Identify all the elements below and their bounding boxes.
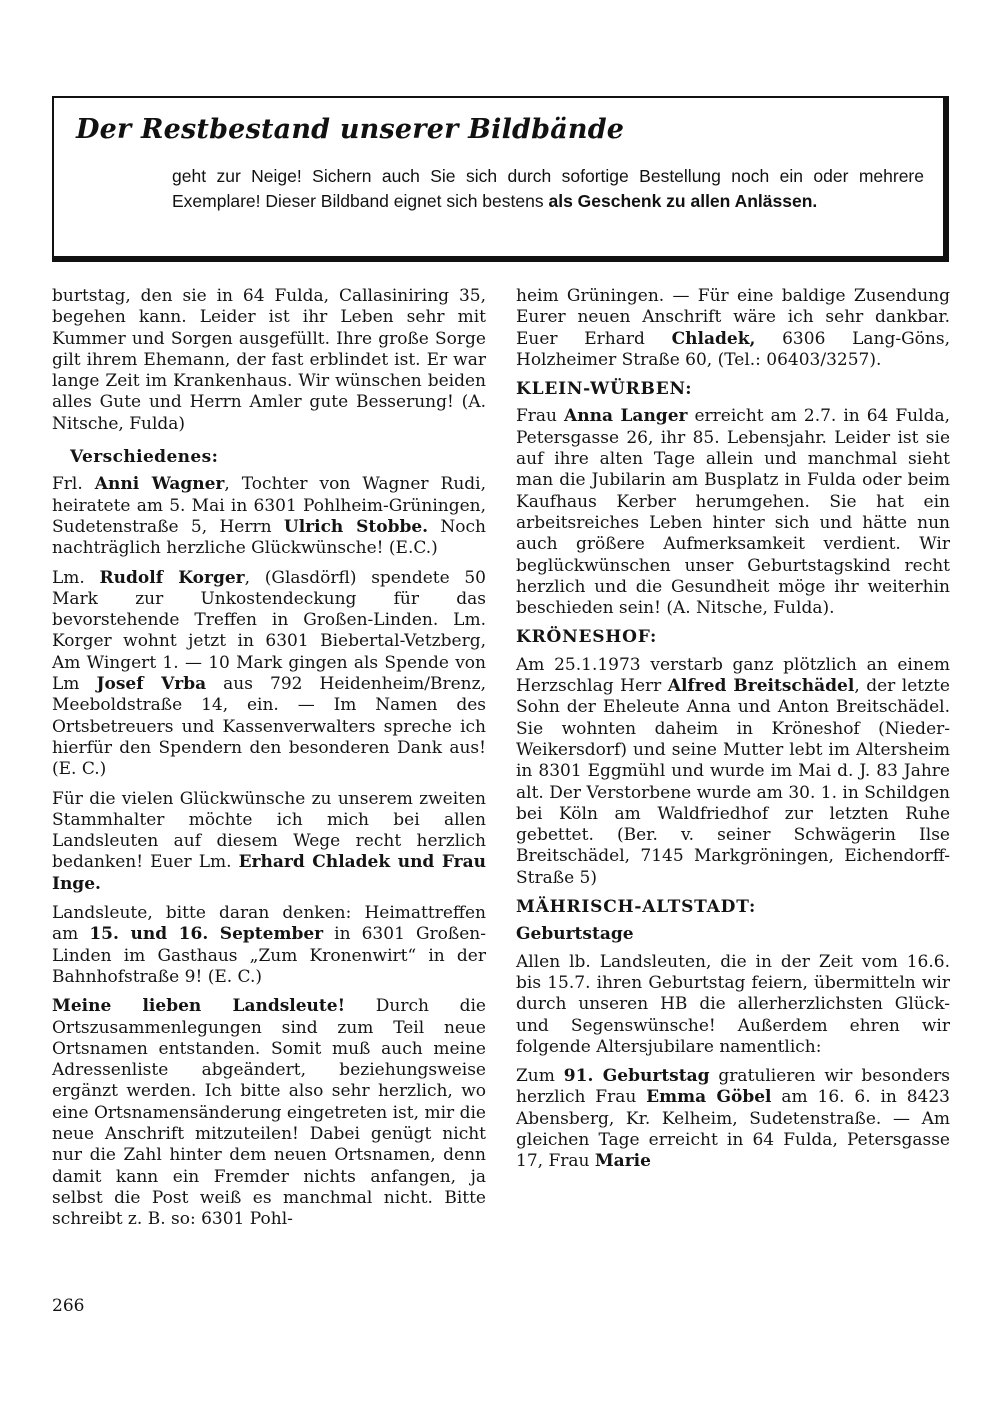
page-number: 266 (52, 1296, 85, 1316)
paragraph: heim Grüningen. — Für eine baldige Zusendung Eurer neuen Anschrift wäre ich sehr dankbar. Euer Erhard Chladek, 6306 Lang-Göns, Holzheimer Straße 60, (Tel.: 06403/3257). (516, 286, 950, 370)
paragraph: Frl. Anni Wagner, Tochter von Wagner Rudi, heiratete am 5. Mai in 6301 Pohlheim-Grüningen, Sudetenstraße 5, Herrn Ulrich Stobbe. Noch nachträglich herzliche Glückwünsche! (E.C.) (52, 474, 487, 559)
paragraph: Zum 91. Geburtstag gratulieren wir besonders herzlich Frau Emma Göbel am 16. 6. in 8423 Abensberg, Kr. Kelheim, Sudetenstraße. — Am gleichen Tage erreicht in 64 Fulda, Petersgasse 17, Frau Marie (516, 1066, 950, 1172)
notice-body-bold: als Geschenk zu allen Anlässen. (548, 191, 818, 211)
subheading-geburtstage: Geburtstage (516, 924, 634, 945)
paragraph: Allen lb. Landsleuten, die in der Zeit vom 16.6. bis 15.7. ihren Geburtstag feiern, übermitteln wir durch unseren HB die allerherzlichsten Glück- und Segenswünsche! Außerdem ehren wir folgende Altersjubilare namentlich: (516, 951, 950, 1057)
paragraph: Landsleute, bitte daran denken: Heimattreffen am 15. und 16. September in 6301 Großen-Linden im Gasthaus „Zum Kronenwirt“ in der Bahnhofstraße 9! (E. C.) (52, 903, 486, 987)
paragraph: burtstag, den sie in 64 Fulda, Callasiniring 35, begehen kann. Leider ist ihr Leben sehr mit Kummer und Sorgen ausgefüllt. Ihre große Sorge gilt ihrem Ehemann, der fast erblindet ist. Er war lange Zeit im Krankenhaus. Wir wünschen beiden alles Gute und Herrn Amler gute Besserung! (A. Nitsche, Fulda) (52, 286, 486, 434)
right-column (516, 286, 950, 1181)
paragraph: Meine lieben Landsleute! Durch die Ortszusammenlegungen sind zum Teil neue Ortsnamen entstanden. Somit muß auch meine Adressenliste abgeändert, beziehungsweise ergänzt werden. Ich bitte also sehr herzlich, wo eine Ortsnamensänderung eingetreten ist, mir die neue Anschrift mitzuteilen! Dabei genügt nicht nur die Zahl hinter dem neuen Ortsnamen, denn damit kann ein Fremder nichts anfangen, ja selbst die Post weiß es manchmal nicht. Bitte schreibt z. B. so: 6301 Pohl- (52, 996, 486, 1230)
notice-title: Der Restbestand unserer Bildbände (76, 114, 625, 145)
section-heading-kroeneshof: KRÖNESHOF: (516, 627, 658, 648)
notice-box (52, 96, 949, 262)
notice-body (172, 164, 924, 214)
section-heading-klein-wuerben: KLEIN-WÜRBEN: (516, 379, 693, 400)
notice-body-text: geht zur Neige! Sichern auch Sie sich durch sofortige Bestellung noch ein oder mehrere Exemplare! Dieser Bildband eignet sich bestens (172, 166, 924, 211)
section-heading-maehrisch-altstadt: MÄHRISCH-ALTSTADT: (516, 897, 757, 918)
paragraph: Lm. Rudolf Korger, (Glasdörfl) spendete 50 Mark zur Unkostendeckung für das bevorstehende Treffen in Großen-Linden. Lm. Korger wohnt jetzt in 6301 Biebertal-Vetzberg, Am Wingert 1. — 10 Mark gingen als Spende von Lm Josef Vrba aus 792 Heidenheim/Brenz, Meeboldstraße 14, ein. — Im Namen des Ortsbetreuers und Kassenverwalters spreche ich hierfür den Spendern den besonderen Dank aus! (E. C.) (52, 567, 487, 780)
section-heading-verschiedenes: Verschiedenes: (70, 447, 219, 468)
paragraph: Am 25.1.1973 verstarb ganz plötzlich an einem Herzschlag Herr Alfred Breitschädel, der letzte Sohn der Eheleute Anna und Anton Breitschädel. Sie wohnten daheim in Kröneshof (Nieder-Weikersdorf) und seine Mutter lebt im Altersheim in 8301 Eggmühl und wurde im Mai d. J. 83 Jahre alt. Der Verstorbene wurde am 30. 1. in Schildgen bei Köln am Waldfriedhof zur letzten Ruhe gebettet. (Ber. v. seiner Schwägerin Ilse Breitschädel, 7145 Markgröningen, Eichendorff-Straße 5) (516, 654, 950, 888)
left-column (52, 286, 486, 1238)
paragraph: Frau Anna Langer erreicht am 2.7. in 64 Fulda, Petersgasse 26, ihr 85. Lebensjahr. Leider ist sie auf ihre alten Tage allein und manchmal sieht man die Jubilarin am Busplatz in Fulda oder beim Kaufhaus Kerber herumgehen. Sie hat ein arbeitsreiches Leben hinter sich und hätte nun auch größere Aufmerksamkeit verdient. Wir beglückwünschen unser Geburtstagskind recht herzlich und die Gesundheit möge ihr weiterhin beschieden sein! (A. Nitsche, Fulda). (516, 406, 950, 619)
paragraph: Für die vielen Glückwünsche zu unserem zweiten Stammhalter möchte ich mich bei allen Landsleuten auf diesem Wege recht herzlich bedanken! Euer Lm. Erhard Chladek und Frau Inge. (52, 788, 486, 894)
